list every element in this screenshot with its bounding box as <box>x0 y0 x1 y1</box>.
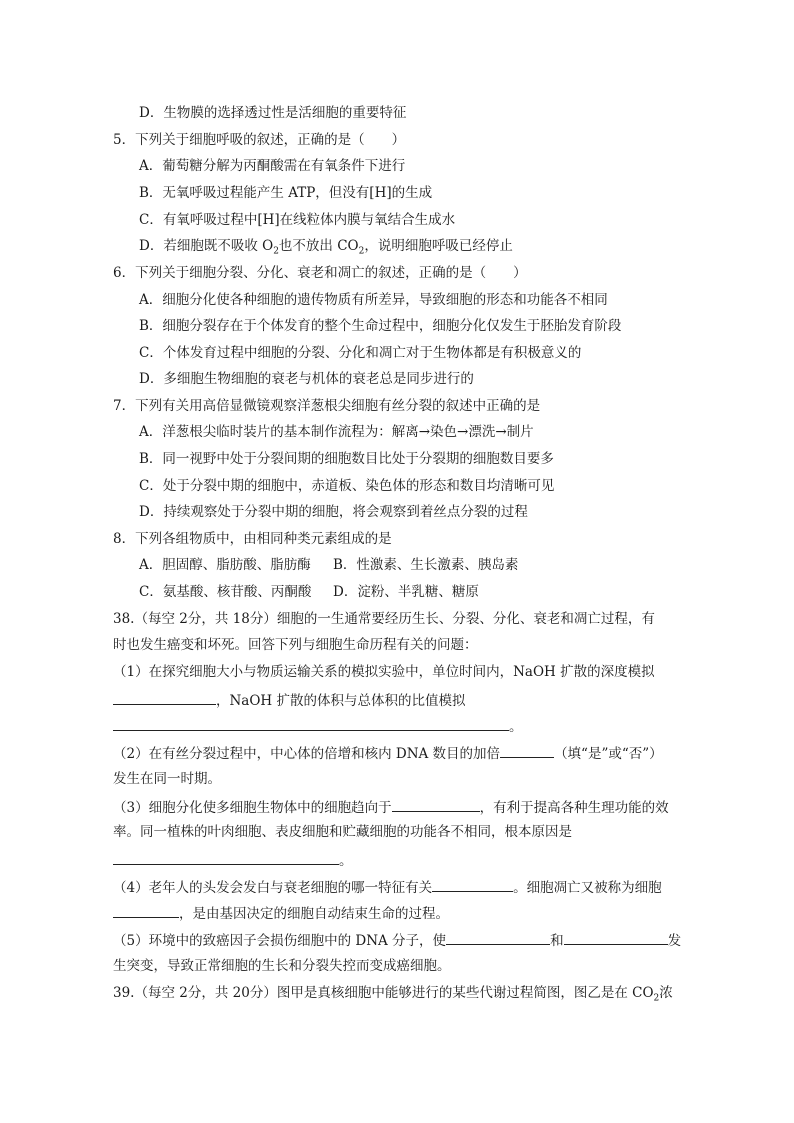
answer-blank[interactable] <box>392 797 480 812</box>
q6-option-c: C．个体发育过程中细胞的分裂、分化和凋亡对于生物体都是有积极意义的 <box>139 345 582 361</box>
q6-option-a: A．细胞分化使各种细胞的遗传物质有所差异，导致细胞的形态和功能各不相同 <box>139 292 608 308</box>
answer-blank[interactable] <box>432 877 513 892</box>
q38-part1-line1: （1）在探究细胞大小与物质运输关系的模拟实验中，单位时间内，NaOH 扩散的深度模拟 <box>113 664 655 680</box>
q38-part5-line1: （5）环境中的致癌因子会损伤细胞中的 DNA 分子，使 和 发 <box>113 930 681 950</box>
q38-part3-line1: （3）细胞分化使多细胞生物体中的细胞趋向于 ，有利于提高各种生理功能的效 <box>113 797 669 817</box>
q38-part3-line3: 。 <box>113 850 353 870</box>
q38-part3-line2: 率。同一植株的叶肉细胞、表皮细胞和贮藏细胞的功能各不相同，根本原因是 <box>113 824 572 840</box>
q6-stem: 6．下列关于细胞分裂、分化、衰老和凋亡的叙述，正确的是（ ） <box>113 265 527 281</box>
q8-option-c: C．氨基酸、核苷酸、丙酮酸 <box>139 584 312 600</box>
q7-stem: 7．下列有关用高倍显微镜观察洋葱根尖细胞有丝分裂的叙述中正确的是 <box>113 398 541 414</box>
q5-option-c: C．有氧呼吸过程中[H]在线粒体内膜与氧结合生成水 <box>139 212 456 228</box>
answer-blank[interactable] <box>113 690 216 705</box>
q7-option-d: D．持续观察处于分裂中期的细胞，将会观察到着丝点分裂的过程 <box>139 504 528 520</box>
q8-stem: 8．下列各组物质中，由相同种类元素组成的是 <box>113 531 392 547</box>
q7-option-b: B．同一视野中处于分裂间期的细胞数目比处于分裂期的细胞数目要多 <box>139 451 554 467</box>
q6-option-d: D．多细胞生物细胞的衰老与机体的衰老总是同步进行的 <box>139 371 474 387</box>
answer-blank[interactable] <box>446 930 550 945</box>
q38-stem-line2: 时也发生癌变和坏死。回答下列与细胞生命历程有关的问题： <box>113 637 478 653</box>
answer-blank[interactable] <box>564 930 668 945</box>
q7-option-a: A．洋葱根尖临时装片的基本制作流程为：解离→染色→漂洗→制片 <box>139 424 534 440</box>
q5-stem: 5．下列关于细胞呼吸的叙述，正确的是（ ） <box>113 132 406 148</box>
q7-option-c: C．处于分裂中期的细胞中，赤道板、染色体的形态和数目均清晰可见 <box>139 478 555 494</box>
q38-part4-line2: ，是由基因决定的细胞自动结束生命的过程。 <box>113 903 449 923</box>
q38-part5-line2: 生突变，导致正常细胞的生长和分裂失控而变成癌细胞。 <box>113 958 451 974</box>
q5-option-b: B．无氧呼吸过程能产生 ATP，但没有[H]的生成 <box>139 185 433 201</box>
q5-option-d: D．若细胞既不吸收 $O_2$也不放出 $CO_2$，说明细胞呼吸已经停止 <box>139 238 513 257</box>
q6-option-b: B．细胞分裂存在于个体发育的整个生命过程中，细胞分化仅发生于胚胎发育阶段 <box>139 318 622 334</box>
q38-part4-line1: （4）老年人的头发会发白与衰老细胞的哪一特征有关 。细胞凋亡又被称为细胞 <box>113 877 662 897</box>
q5-option-a: A．葡萄糖分解为丙酮酸需在有氧条件下进行 <box>139 158 406 174</box>
q8-option-d: D．淀粉、半乳糖、糖原 <box>333 584 479 600</box>
q38-stem-line1: 38.（每空 2分，共 18分）细胞的一生通常要经历生长、分裂、分化、衰老和凋亡过程，有 <box>113 611 655 627</box>
q38-part2-line1: （2）在有丝分裂过程中，中心体的倍增和核内 DNA 数目的加倍 （填“是”或“否”） <box>113 743 663 763</box>
q38-part2-line2: 发生在同一时期。 <box>113 771 221 787</box>
answer-blank[interactable] <box>113 850 339 865</box>
q38-part1-line2: ，NaOH 扩散的体积与总体积的比值模拟 <box>113 690 466 710</box>
q38-part1-line3: 。 <box>113 716 523 736</box>
q4-option-d: D．生物膜的选择透过性是活细胞的重要特征 <box>139 105 407 121</box>
answer-blank[interactable] <box>113 903 179 918</box>
q8-option-a: A．胆固醇、脂肪酸、脂肪酶 <box>139 557 311 573</box>
answer-blank[interactable] <box>500 743 554 758</box>
q39-stem-line1: 39.（每空 2分，共 20分）图甲是真核细胞中能够进行的某些代谢过程简图，图乙是在 $CO_2$浓 <box>113 985 673 1004</box>
answer-blank[interactable] <box>113 716 509 731</box>
q8-option-b: B．性激素、生长激素、胰岛素 <box>333 557 519 573</box>
